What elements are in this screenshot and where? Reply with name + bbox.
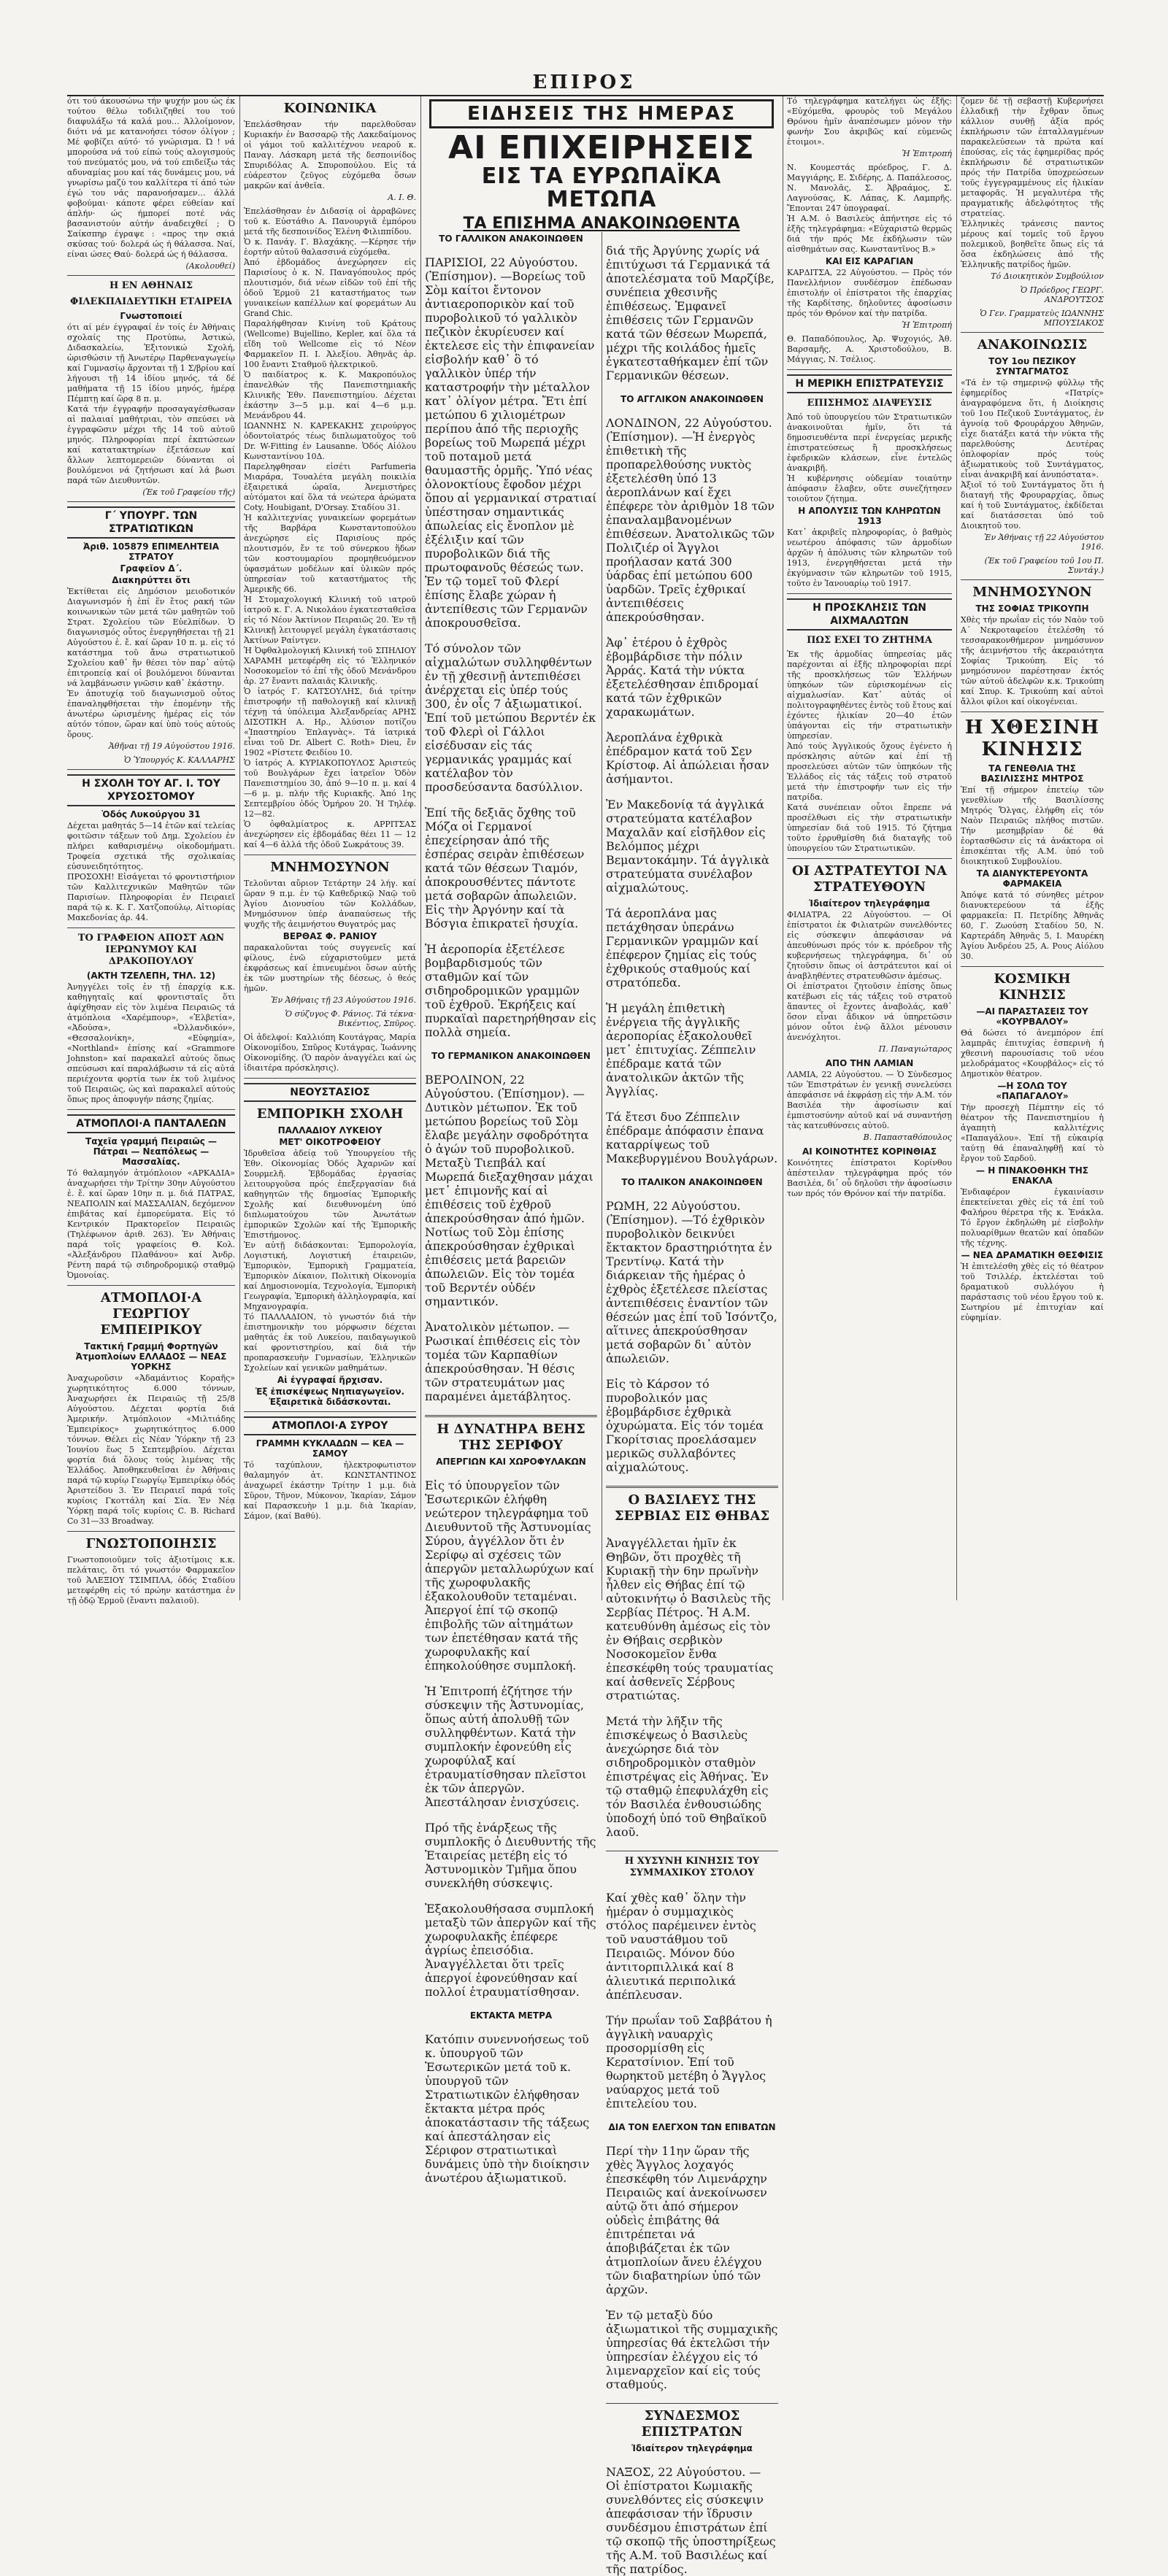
column-divider — [956, 96, 957, 1600]
divider — [787, 593, 952, 594]
heading: ΜΝΗΜΟΣΥΝΟΝ — [270, 860, 390, 875]
serial-story-text: ότι τού άκουσώνω τήν ψυχήν μου ώς έκ τούτου θέλω τοδιλιζηθεί του τού διαφυλάξω τά καλά μου… Άλλοίμονον, διότι νά με κατανοήσει τόσον όλίγον ; Μέ φοβίζει αύτό· τό γνώρισμα. Ώ ! νά μπορούσα νά τού είπώ τούς αλογισμούς τού πνεύματός μου, νά τού επιδείξω τάς αδυναμίας μου καί τάς δυνάμεις μου, νά γνωρίσω μαζύ του καλλίτερα τί άπό τών έγώ του νάς παρανοήσαμεν… άλλά φοβούμαι· κάποτε φέρει εύθείαν καί άπλήν· ώς ήμπορεί ποτέ νάς βασανιστούν αύτήν άναδειχθεί ; Ό Σαίκσπηρ έγραψε : «προς την σκιά σκύσας τού· δολερά ώς ή θάλασσα. Ναί, είναι ώσες Θαύ· δολερά ώς ή θάλασσα. — [67, 96, 235, 259]
heading: Η ΕΝ ΑΘΗΝΑΙΣ — [109, 280, 193, 291]
divider — [67, 769, 235, 770]
article-text: Ἀναχωροῦσιν «Ἀδαμάντιος Κοραῆς» χωρητικότητος 6.000 τόννων, Ἀναχωρήσει ἐκ Πειραιῶς τῇ 25/8 Αὐγούστου. Δέχεται φορτία διά Ἀμερικήν. Ἀτμόπλοιον «Μιλτιάδης Ἐμπειρίκος» χωρητικότητος 6.000 τόννων. Θέλει εἰς Νέαν Ὑόρκην τῇ 23 Ἰουνίου ἕως 5 Σεπτεμβρίου. Δέχεται φορτία διά ὅλους τούς λιμένας τῆς Ἑλλάδος. Ἀποθηκευθεῖσαι ἐν Ἀθήναις παρά τῷ κυρίῳ Γεωργίῳ Ἐμπειρίκῳ ὁδός Ἀριστείδου 3. Ἐν Πειραιεῖ παρά τοῖς κυρίοις Γκοττάλη καί Σία. Ἐν Νέᾳ Ὑόρκῃ παρά τοῖς κυρίοις C. B. Richard Co 31—33 Broadway. — [67, 1373, 235, 1526]
article-text: Τά ἀεροπλάνα μας πετάχθησαν ὑπεράνω Γερμανικῶν γραμμῶν καί ἐπέφερον ζημίας εἰς τούς ἐχθρικούς σταθμούς καί στρατόπεδα. — [606, 906, 759, 990]
divider — [425, 1415, 597, 1417]
article-text: Ἱδρυθεῖσα ἀδείᾳ τοῦ Ὑπουργείου τῆς Ἐθν. Οἰκονομίας Ὁδός Ἀχαρνῶν καί Σουρμελῆ. Ἐβδομάδας ἐργασίας λειτουργοῦσα πρός ἐπεξεργασίαν διά καθηγητῶν τῆς δημοσίας Ἐμπορικῆς Σχολῆς καί διευθυνομένη ὑπό διπλωματούχου τῶν Ἀνωτάτων ἐμπορικῶν Σχολῶν καί τῆς Ἐμπορικῆς Ἐπιστήμονος. — [244, 1149, 416, 1240]
article-text: ΠΑΡΙΣΙΟΙ, 22 Αὐγούστου. (Ἐπίσημον). —Βορείως τοῦ Σὸμ καίτοι ἔντονον ἀντιαεροπορικὸν καί τοῦ πυροβολικοῦ τό γαλλικὸν πεζικὸν ἐκυρίευσεν καί ἐκτελεσε εἰς τὴν ἐπιφανείαν εἰσβολήν καθ᾽ ὃ τό γαλλικὸν ὑπέρ τήν καταστροφήν τὴν μέταλλον κατ᾽ ὀλίγον μέτρα. Ἔτι ἐπί μετώπου 6 χιλιομέτρων περίπου ἀπό τῆς περιοχῆς βορείως τοῦ Μωρεπά μέχρι τοῦ ποταμοῦ μετά θαυμαστῆς ὁρμῆς. Ὑπό νέας ὁλονοκτίους ἔφοδον μέχρι ὅπου αἱ γερμανικαί στρατιαί ὑπέστησαν σημαντικάς ἀπωλείας εἰς ἔνοπλον μὲ ἐξέλιξιν καί τῶν πυροβολικῶν διά τῆς πρωτοφανοῦς θέσεώς των. Ἐν τῷ τομεῖ τοῦ Φλερί ἐπίσης ἔλαβε χώραν ἡ ἀντεπίθεσις τῶν Γερμανῶν ἀποκρουσθεῖσα. — [425, 255, 597, 630]
article-text: Τό ταχύπλουν, ἠλεκτροφωτιστον θαλαμηγόν ἀτ. ΚΩΝΣΤΑΝΤΙΝΟΣ ἀναχωρεῖ ἑκάστην Τρίτην 1 μ.μ. διὰ Σῦρον, Τῆνον, Μύκονον, Ἰκαρίαν, Σάμον καί Παρασκευὴν 1 μ.μ. διὰ Ἰκαρίαν, Σάμον, (καί Βαθύ). — [244, 1460, 416, 1521]
article-text: Ἡ Στομαχολογική Κλινική τοῦ ιατροῦ ἰατροῦ κ. Γ. Α. Νικολάου ἐγκατεσταθεῖσα εἰς τό Νέον Ἀκτίνιον Πειραιῶς 20. Ἐν τῇ Κλινικῇ λειτουργεῖ μεγάλη ἐγκατάστασις Ἀκτίνων Ραίντγεν. — [244, 595, 416, 645]
subheading: ΤΟ ΙΤΑΛΙΚΟΝ ΑΝΑΚΟΙΝΩΘΕΝ — [621, 1177, 763, 1187]
article-text: Ἡ ἀεροπορία ἐξετέλεσε βομβαρδισμούς τῶν σταθμῶν καί τῶν σιδηροδρομικῶν γραμμῶν τοῦ ἐχθροῦ. Ἐκρήξεις καί πυρκαϊαὶ παρετηρήθησαν εἰς πολλὰ σημεία. — [425, 942, 596, 1039]
article-text: Ἐν ἀποτυχίᾳ τοῦ διαγωνισμοῦ οὗτος ἐπαναληφθήσεται τὴν ἐπομένην τῆς ἀνωτέρω ὡρισμένης ἡμέρας εἰς τόν αὐτόν τόπον, ὥραν καί ὑπὸ τούς αὐτούς ὅρους. — [67, 689, 235, 739]
article-signature: (Ἐκ τοῦ Γραφείου τοῦ 1ου Π. Συντάγ.) — [984, 556, 1104, 575]
article-text: Πρό τῆς ἐνάρξεως τῆς συμπλοκῆς ὁ Διευθυντής τῆς Ἐταιρείας μετέβη εἰς τό Ἀστυνομικὸν Τμῆμα ὅπου συνεκλήθη σύσκεψις. — [425, 1821, 596, 1890]
article-text: Ἡ Α.Μ. ὁ Βασιλεὺς ἀπήντησε εἰς τό ἑξῆς τηλεγράφημα: «Εὐχαριστῶ θερμῶς διά τήν πρός Με ἐκδήλωσιν τῶν αἰσθημάτων σας. Κωνσταντῖνος Β.» — [787, 214, 952, 254]
article-text: Ἡ κυβέρνησις οὐδεμίαν τοιαύτην ἀπόφασιν ἔλαβεν, οὔτε συνεζήτησεν τοιοῦτον ζήτημα. — [787, 474, 952, 504]
article-text: Τό σύνολον τῶν αἰχμαλώτων συλληφθέντων ἐν τῇ χθεσινῇ ἀντεπιθέσει ἀνέρχεται εἰς ὑπέρ τούς 300, ἐν οἷς 7 ἀξιωματικοί. Ἐπί τοῦ μετώπου Βερντέν ἐκ τοῦ Φλερὶ οἱ Γάλλοι εἰσέδυσαν εἰς τάς γερμανικάς γραμμάς καί κατέλαβον τὸν προσδεύσαντα δασύλλιον. — [425, 641, 596, 794]
subheading: Ἰδιαίτερον τηλεγράφημα — [809, 898, 930, 909]
article-text: Τό τηλεγράφημα κατελήγει ὡς ἑξῆς: «Εὐχόμεθα, φρουρὸς τοῦ Μεγάλου Θρόνου ἡμῖν ἀναπέσωμεν μόνον τὴν φωνὴν Σου ἀκριβῶς καί εὐμενῶς ἑτοιμοι». — [787, 96, 952, 147]
heading: ΠΩΣ ΕΧΕΙ ΤΟ ΖΗΤΗΜΑ — [807, 635, 932, 646]
heading: Η ΔΥΝΑΤΗΡΑ ΒΕΗΣ ΤΗΣ ΣΕΡΙΦΟΥ — [437, 1422, 585, 1453]
divider — [67, 1285, 235, 1286]
article-text: Ν. Κουμεστάς πρόεδρος, Γ. Δ. Μαγγιάρης, Ε. Σιδέρης, Δ. Παπάλεοσος, Ν. Μανολᾶς, Σ. Ἀβραάμος, Σ. Λαγνούσας, Κ. Λάπας, Κ. Λαμπρῆς. Ἔπονται 247 ὑπογραφαί. — [787, 163, 952, 213]
article-signature: Ὁ σύζυγος Φ. Ράνιος. Τά τέκνα· Βικέντιος, Σπῦρος. — [285, 1009, 416, 1028]
subheading: ΑΠΕΡΓΙΩΝ ΚΑΙ ΧΩΡΟΦΥΛΑΚΩΝ — [436, 1457, 586, 1467]
article-text: ζομεν δέ τῇ σεβαστῇ Κυβερνήσει ἐλλαδικῇ τὴν ἔχθραν ὅπως κάλλιον συνθῇ ἀξία πρός ἐκπλήρωσιν τῶν ἑπταλλαγμένων παρακελεύσεων τὰ πρώτα καί ἐπούσας, εἰς τάς ἐφημερίδας πρός ἐκπλήρωσιν δέ στρατιωτικῶν πρός τήν Πατρίδα ὑποχρεώσεων τοῦς ἐγγεγραμμένους εἰς ἡλικίαν μεταφορᾶς. Ἡ μεγαλυτέρα τῆς πραγματικῆς ἀδελφότητος τῆς στρατείας. — [961, 96, 1104, 218]
section-banner: ΕΙΔΗΣΕΙΣ ΤΗΣ ΗΜΕΡΑΣ — [429, 99, 774, 128]
column-4 — [606, 232, 778, 2576]
subheading: ΤΑ ΓΕΝΕΘΛΙΑ ΤΗΣ ΒΑΣΙΛΙΣΣΗΣ ΜΗΤΡΟΣ — [980, 763, 1084, 784]
article-text: Ἐκ τῆς ἀρμοδίας ὑπηρεσίας μᾶς παρέχονται αἱ ἑξῆς πληροφορίαι περί τῆς προσκλήσεως τῶν Ἑλλήνων ὑπηκόων τῶν εὑρισκομένων εἰς αἰχμαλωσίαν. Κατ᾽ αὐτάς οἱ πολιτογραφηθέντες ἐντὸς τοῦ ἔτους καί ἐχόντες ἡλικίαν 20—40 ἐτῶν ὑπάγονται εἰς τήν στρατιωτικὴν ὑπηρεσίαν. — [787, 649, 952, 741]
article-text: Τό θαλαμηγόν ἀτμόπλοιον «ΑΡΚΑΔΙΑ» ἀναχωρήσει τὴν Τρίτην 30ην Αὐγούστου ἐ. ἔ. καί ὥραν 10ην π. μ. διά ΠΑΤΡΑΣ, ΝΕΑΠΟΛΙΝ καί ΜΑΣΣΑΛΙΑΝ, δεχόμενον ἐπιβάτας καί ἐμπορεύματα. Εἰς τό Κεντρικόν Πρακτορεῖον Πειραιῶς (Τηλέφωνον ἀριθ. 263). Ἐν Ἀθήναις παρά τοῖς γραφείοις Θ. Κολ. «Ἀλεξάνδρου Πλαθάνου» καί Ἀνδρ. Ρέντη παρά τῷ σιδηροδρομικῷ σταθμῷ Ὀμονοίας. — [67, 1168, 235, 1280]
article-text: ΛΑΜΙΑ, 22 Αὐγούστου. — Ὁ Σύνδεσμος τῶν Ἐπιστράτων ἐν γενικῇ συνελεύσει ἀπεφάσισε νά ἐκφράσῃ εἰς τήν Α.Μ. τόν Βασιλέα τὴν ἀφοσίωσιν καί ἐμπιστοσύνην αὐτοῦ καί νά συναντήσῃ τὰς κατευθύνσεις αὐτοῦ. — [787, 1070, 952, 1130]
subheading: ΓΡΑΜΜΗ ΚΥΚΛΑΔΩΝ — ΚΕΑ — ΣΑΜΟΥ — [256, 1438, 404, 1459]
subheading: — ΝΕΑ ΔΡΑΜΑΤΙΚΗ ΘΕΣΦΙΣΙΣ — [961, 1250, 1104, 1260]
heading: Η ΠΡΟΣΚΛΗΣΙΣ ΤΩΝ ΑΙΧΜΑΛΩΤΩΝ — [787, 598, 952, 630]
subheading: Διακηρύττει ὅτι — [112, 575, 191, 585]
subheading: ΤΗΣ ΣΟΦΙΑΣ ΤΡΙΚΟΥΠΗ — [975, 603, 1089, 614]
article-signature: (Ἐκ τοῦ Γραφείου τῆς) — [142, 487, 235, 497]
subheading: —ΑΙ ΠΑΡΑΣΤΑΣΕΙΣ ΤΟΥ «ΚΟΥΡΒΑΛΟΥ» — [976, 1006, 1088, 1027]
heading: ΟΙ ΑΣΤΡΑΤΕΥΤΟΙ ΝΑ ΣΤΡΑΤΕΥΘΟΥΝ — [791, 863, 948, 895]
article-text: ΒΕΡΟΛΙΝΟΝ, 22 Αὐγούστου. (Ἐπίσημον). —Δυτικὸν μέτωπον. Ἐκ τοῦ μετώπου βορείως τοῦ Σὸμ ἔλαβε μεγάλην σφοδρότητα ὁ ἀγών τοῦ πυροβολικοῦ. Μεταξὺ Τιεπβάλ καί Μωρεπά διεξαχθησαν μάχαι μετ᾽ ἐπιμονῆς καί αἱ ἐπιθέσεις τοῦ ἐχθροῦ ἀπεκρούσθησαν ἀπό ἡμῶν. Νοτίως τοῦ Σὸμ ἐπίσης ἀπεκρούσθησαν ἐχθρικαὶ ἐπιθέσεις μετά βαρειῶν ἀπωλειῶν. Εἰς τὸν τομέα τοῦ Βερντέν οὐδέν σημαντικόν. — [425, 1073, 593, 1308]
article-text: Ὁ κ. Πανάγ. Γ. Βλαχάκης. —Κέρησε τήν ἑορτήν αὐτοῦ θαλασσινά εὐχόμεθα. — [244, 237, 416, 257]
article-text: Ἡ ἐπιτελέσθη χθὲς εἰς τό θέατρον τοῦ Τσιλλέρ, ἐκτελέσται τοῦ δραματικοῦ συλλόγου ἡ παράστασις τοῦ νέου ἔργου τοῦ κ. Σωτηρίου μέ ἐπιτυχίαν καί εὐφημίαν. — [961, 1262, 1104, 1322]
subheading: Τακτική Γραμμή Φορτηγῶν Ἀτμοπλοίων ΕΛΛΑΔΟΣ — ΝΕΑΣ ΥΟΡΚΗΣ — [75, 1341, 227, 1372]
article-text: διά τῆς Ἀργύνης χωρίς νά ἐπιτύχωσι τά Γερμανικά τά ἀποτελέσματα τοῦ Μαρζίβε, συνέπεια χθεσινῆς ἐπιθέσεως. Ἐμφανεῖ ἐπιθέσεις τῶν Γερμανῶν κατά τῶν θέσεων Μωρεπά, μέχρι τῆς κοιλάδος ἡμεῖς ἐγκατεσταθήκαμεν ἐπί τῶν Γερμανικῶν θέσεων. — [606, 244, 775, 382]
article-text: Ἡ Ἐπιτροπή ἐζήτησε τήν σύσκεψιν τῆς Ἀστυνομίας, ὅπως αὐτή ἀπολυθῇ τῶν συλληφθέντων. Κατά τὴν συμπλοκήν ἐφονεύθη εἷς χωροφύλαξ καί ἐτραυματίσθησαν πλεῖστοι ἐκ τῶν ἀπεργῶν. Ἀπεστάλησαν ἐνισχύσεις. — [425, 1684, 587, 1809]
article-text: Ἐπί τῆς δεξιᾶς ὄχθης τοῦ Μόζα οἱ Γερμανοί ἐπεχείρησαν ἀπό τῆς ἑσπέρας σειρὰν ἐπιθέσεων κατά τῶν θέσεων Τιαμόν, ἀποκρουσθέντες πάντοτε μετά σοβαρῶν ἀπωλειῶν. Εἰς τὴν Ἀργόνην καί τὰ Βόσγια ἐπικρατεῖ ἡσυχία. — [425, 806, 585, 930]
heading: Η ΣΧΟΛΗ ΤΟΥ ΑΓ. Ι. ΤΟΥ ΧΡΥΣΟΣΤΟΜΟΥ — [67, 774, 235, 806]
article-text: Ἀπόψε κατά τό σύνηθες μέτρον διανυκτερεύουν τά ἑξῆς φαρμακεῖα: Π. Πετρίδης Ἀθηνᾶς 60, Γ. Ζωούση Σταδίου 50, Ν. Καρτεράδη Ἀθηνᾶς 5, Ι. Μαυρέκη Ἀγίου Ἀνδρέου 25, Α. Ρους Αἰόλου 30. — [961, 890, 1104, 961]
article-text: Ἐν αὐτῇ διδάσκονται: Ἐμπορολογία, Λογιστική, Λογιστική ἐταιρειῶν, Ἐμπορικὸν, Ἐμπορικὴ Γραμματεία, Ἐμπορικὸν Δίκαιον, Πολιτικὴ Οἰκονομία καί Δημοσιονομία, Τεχνολογία, Ἐμπορικὴ Γεωγραφία, Ἐμπορικὴ ἀλληλογραφία, καί Μηχανογραφία. — [244, 1241, 416, 1311]
heading: ΤΟ ΓΡΑΦΕΙΟΝ ΑΠΟΣΤ ΑΩΝ ΙΕΡΩΝΥΜΟΥ ΚΑΙ ΔΡΑΚΟΠΟΥΛΟΥ — [77, 933, 225, 967]
subheading: Ἀριθ. 105879 ΕΠΙΜΕΛΗΤΕΙΑ ΣΤΡΑΤΟΥ — [82, 541, 220, 562]
article-text: Ἀναγγέλλεται ἡμῖν ἐκ Θηβῶν, ὅτι προχθὲς τῆ Κυριακῇ τὴν 6ην πρωϊνὴν ἦλθεν εἰς Θήβας ἐπί τῷ αὐτοκινήτῳ ὁ Βασιλεὺς τῆς Σερβίας Πέτρος. Ἡ Α.Μ. κατευθύνθη ἀμέσως εἰς τὸν ἐν Θήβαις σερβικὸν Νοσοκομεῖον ἔνθα ἐπεσκέφθη τούς τραυματίας καί ἀσθενεῖς Σέρβους στρατιώτας. — [606, 1536, 774, 1702]
subheading: ΠΑΛΛΑΔΙΟΥ ΛΥΚΕΙΟΥ — [277, 1125, 383, 1135]
heading: ΚΟΣΜΙΚΗ ΚΙΝΗΣΙΣ — [994, 971, 1071, 1003]
article-text: Ἀπό τοῦ ὑπουργείου τῶν Στρατιωτικῶν ἀνακοινοῦται ἡμῖν, ὅτι τά δημοσιευθέντα περί ἐνεργείας μερικῆς ἐπιστρατεύσεως ἢ προσκλήσεως ἐφεδρικῶν κλάσεων, εἶνε ἐντελῶς ἀνακριβῆ. — [787, 412, 952, 473]
heading: Ο ΒΑΣΙΛΕΥΣ ΤΗΣ ΣΕΡΒΙΑΣ ΕΙΣ ΘΗΒΑΣ — [614, 1492, 770, 1524]
subheading: Ἰδιαίτερον τηλεγράφημα — [631, 2443, 753, 2453]
masthead-title: ΕΠΙΡΟΣ — [532, 72, 636, 93]
article-text: Μετά τὴν λῆξιν τῆς ἐπισκέψεως ὁ Βασιλεὺς ἀνεχώρησε διά τὸν σιδηροδρομικὸν σταθμὸν ἐπιστρέψας εἰς Ἀθήνας. Ἐν τῷ σταθμῷ ἐπεφυλάχθη εἰς τόν Βασιλέα ἐνθουσιώδης ὑποδοχή ὑπό τοῦ Θηβαϊκοῦ λαοῦ. — [606, 1714, 769, 1839]
article-text: Τά ἔτεσι δυο Ζέππελιν ἐπέδραμε ἀπόφασιν ἐπανα καταρρίψεως τοῦ Μακεβυργμένου Βουλγάρων. — [606, 1110, 778, 1165]
subheading: ΚΑΙ ΕΙΣ ΚΑΡΑΓΙΑΝ — [825, 256, 914, 266]
subheading: Ταχεῖα γραμμή Πειραιῶς — Πάτραι — Νεαπόλεως — Μασσαλίας. — [85, 1136, 217, 1167]
subheading: Ἐξ ἐπισκέψεως Νηπιαγωγεῖον. Ἐξαιρετικὰ διδάσκονται. — [255, 1387, 405, 1407]
subheading: Γραφεῖον Δ΄. — [120, 563, 182, 574]
article-text: ότι αί μέν έγγραφαί ἐν τοίς ἐν Ἀθήναις σχολαίς της Προτύπω, Ἀστικώ, Διδασκαλείω, Ἐξιτονικώ Σχολή, ὡρισθώσιν τῇ Ἀνωτέρῳ Παρθεναγωγείῳ καί Γυμνασίῳ ἄρχονται τῇ 1 Σ/βρίου καί λήγουσι τῇ 14 ἰδίου μηνός, τά δέ μαθήματα τῇ 15 ἰδίου μηνός, ἡμέρᾳ Πέμπτῃ καί ὥρᾳ 8 π. μ. — [67, 323, 235, 404]
article-text: Ἐπελάσθησαν τήν παρελθοῦσαν Κυριακήν ἐν Βασσαρῷ τῆς Λακεδαίμονος οἱ γάμοι τοῦ καλλιτέχνου νεαροῦ κ. Παναγ. Λάσκαρη μετά τῆς δεσποινίδος Σπυριδόλας Α. Σπυροπούλου. Εἰς τά εὐάρεστον ζεῦγος εὐχόμεθα ὅσων μακρῶν καί ἀνθεῖα. — [244, 120, 416, 190]
article-text: Ἀεροπλάνα ἐχθρικὰ ἐπέδραμον κατά τοῦ Σεν Κρίστοφ. Αἱ ἀπώλειαι ἦσαν ἀσήμαντοι. — [606, 730, 769, 786]
article-text: Χθὲς τήν πρωΐαν εἰς τόν Ναὸν τοῦ Α΄ Νεκροταφείου ἐτελέσθη τό τεσσαρακονθήμερον μνημόσυνον τῆς ἀειμνήστου τῆς ἀκεραιότητα Σοφίας Τρικούπη. Εἰς τό μνημόσυνον παρέστησαν ἐκτός τῶν αὐτοῦ ἀδελφῶν κ.κ. Τρικούπη καί Σπυρ. Κ. Τρικούπη καί αὐτοὶ ἄλλοι φίλοι καί οἰκογένειαι. — [961, 615, 1104, 706]
article-text: Γνωστοποιοῦμεν τοῖς ἀξιοτίμοις κ.κ. πελάταις, ὅτι τό γνωστόν Φαρμακεῖον τοῦ ἉΛΕΞΙΟΥ ΤΣΙΜΠΛΑ, ὁδός Σταδίου μετεφέρθη εἰς τό πρώην κατάστημα ἐν τῇ ὁδῷ Ἑρμοῦ (ἔναντι παλαιοῦ). — [67, 1555, 235, 1605]
divider — [67, 1531, 235, 1532]
divider — [787, 369, 952, 370]
subheading: Αἱ ἐγγραφαί ἤρχισαν. — [277, 1375, 383, 1385]
article-text: Ἐκτίθεται εἰς Δημόσιον μειοδοτικόν Διαγωνισμόν ἡ ἐπί ἕν ἔτος ρακή τῶν κοινωνικών τῶν μετά τῶν μαθητῶν τοῦ Στρατ. Σχολείου τῶν Εὐελπίδων. Ὁ διαγωνισμός οὗτος ἐνεργηθήσεται τῇ 21 Αὐγούστου ἐ. ἔ. καί ὥραν 10 π. μ. εἰς τό κατάστημα τοῦ ἄνω στρατιωτικοῦ Σχολείου καθ᾽ ἥν θέσει τὸν παρ᾽ αὐτῷ ἐπιτροπείᾳ καί οἱ βουλόμενοι δύνανται νά λαμβάνωσιν γνῶσιν καθ᾽ ἑκάστην. — [67, 587, 235, 688]
heading: Γ΄ ΥΠΟΥΡΓ. ΤΩΝ ΣΤΡΑΤΙΩΤΙΚΩΝ — [67, 506, 235, 539]
article-signature: Ἡ Ἐπιτροπή — [902, 149, 952, 158]
article-text: Ἐξακολουθήσασα συμπλοκή μεταξὺ τῶν ἀπεργῶν καί τῆς χωροφυλακῆς ἐπέφερε ἀγρίως ἐπεισόδια. Ἀναγγέλλεται ὅτι τρεῖς ἀπεργοί ἐφονεύθησαν καί πολλοί ἐτραυματίσθησαν. — [425, 1902, 596, 1999]
article-signature: Α. Ι. Θ. — [388, 193, 416, 202]
article-text: Ἐπί τῇ σήμερον ἐπετείῳ τῶν γενεθλίων τῆς Βασιλίσσης Μητρός Ὄλγας, ἐλήφθη εἰς τόν Ναὸν Πειραιῶς πλήθος πιστῶν. Τήν μεσημβρίαν δέ θά ἐορτασθῶσιν εἰς τά ἀνάκτορα οἱ ἐπισκέπται τῆς Α.Μ. ὑπό τοῦ διοικητικοῦ Συμβουλίου. — [961, 785, 1104, 866]
article-text: Οἱ ἀδελφοί: Καλλιόπη Κουτάγρας, Μαρία Οἰκονομίδου, Σπῦρος Κυτάγρας, Ἰωάννης Οἰκονομίδης. (Ὁ παρὸν ἀναγγέλει καί ὡς ἰδιαιτέρα πρόσκλησις). — [244, 1033, 416, 1073]
subheading: ΤΟΥ 1ου ΠΕΖΙΚΟΥ ΣΥΝΤΑΓΜΑΤΟΣ — [988, 356, 1076, 377]
subheading: Γνωστοποιεί — [120, 311, 182, 321]
article-text: Κατά συνέπειαν οὗτοι ἔπρεπε νά προσέλθωσι εἰς τὴν στρατιωτικὴν ὑπηρεσίαν διά τοῦ 1915. Τό ζήτημα τοῦτο ἐρρυθμίσθη διά διαταγῆς τοῦ ὑπουργείου τῶν Στρατιωτικῶν. — [787, 803, 952, 853]
article-signature: Ἡ Ἐπιτροπή — [902, 320, 952, 330]
article-text: Τήν προσεχὴ Πέμπτην εἰς τό θέατρον τῆς Πανεπιστημίου ἡ ἀγαπητὴ καλλιτέχνις «Παπαγάλου». Ἐπί τῇ εὐκαιρίᾳ ταύτῃ θά ἐπαναληφθῇ καί τὸ ἔργον τοῦ Σαρδοῦ. — [961, 1103, 1104, 1163]
subheading: ΔΙΑ ΤΟΝ ΕΛΕΓΧΟΝ ΤΩΝ ΕΠΙΒΑΤΩΝ — [608, 2122, 776, 2132]
article-text: Ὁ ἰατρός Α. ΚΥΡΙΑΚΟΠΟΥΛΟΣ Ἀριστεύς τοῦ Βουλγάρων ἔχει ἰατρεῖον Ὁδὸν Πανεπιστημίου 30, ἀπό 9—10 π. μ. καί 4—6 μ. μ. πλήν τῆς Κυριακῆς. Ἀπό 1ης Σεπτεμβρίου ὁδός Ὁμήρου 20. Ἡ Τηλέφ. 12—82. — [244, 758, 416, 819]
article-text: Παρεληφθησαν εἰσέτι Parfumeria Μιαράρα, Τουαλέτα μεγάλη ποικιλία ἐξαιρετικά ὡραῖα, Ἀνεμιστήρες αὐτόματοι καί ὅλα τά νεώτερα ἀρώματα Coty, Houbigant, D'Orsay. Σταδίου 31. — [244, 462, 416, 512]
article-text: ΠΡΟΣΟΧΗ! Εἰσάγεται τό φροντιστήριον τῶν Καλλιτεχνικῶν Μαθητῶν τῶν Παρισίων. Πληροφορίαι ἐν Πειραιεῖ παρά τῷ κ. Κ. Γ. Χατζοπούλῳ, Αἰτιορίας Μακεδονίας ἀρ. 44. — [67, 872, 235, 922]
heading: ΦΙΛΕΚΠΑΙΔΕΥΤΙΚΗ ΕΤΑΙΡΕΙΑ — [70, 296, 232, 307]
heading: ΚΟΙΝΩΝΙΚΑ — [283, 101, 377, 116]
divider — [606, 2403, 778, 2404]
article-text: Θά δώσει τό ἀνεμπόρον ἐπί λαμπρᾶς ἐπιτυχίας ἑσπερινὴ ἡ χθεσινὴ παρουσίασις τοῦ νέου μελοδράματος «Κουρβάλος» εἰς τό Δημοτικὸν θέατρον. — [961, 1028, 1104, 1079]
article-date: Ἐν Ἀθήναις τῇ 22 Αὐγούστου 1916. — [984, 533, 1104, 552]
heading: ΕΠΙΣΗΜΟΣ ΔΙΑΨΕΥΣΙΣ — [807, 398, 932, 409]
column-3 — [425, 232, 597, 2185]
heading: ΑΤΜΟΠΛΟΙ·Α ΠΑΝΤΑΛΕΩΝ — [67, 1114, 235, 1133]
subheading: ΤΟ ΓΕΡΜΑΝΙΚΟΝ ΑΝΑΚΟΙΝΩΘΕΝ — [431, 1051, 591, 1061]
continued-note: (Ακολουθεί) — [185, 261, 235, 271]
subheading: Η ΑΠΟΛΥΣΙΣ ΤΩΝ ΚΛΗΡΩΤΩΝ 1913 — [798, 506, 941, 526]
column-divider — [239, 96, 240, 1600]
subheading: ΑΙ ΚΟΙΝΟΤΗΤΕΣ ΚΟΡΙΝΘΙΑΣ — [802, 1146, 937, 1157]
divider — [787, 858, 952, 859]
subheading: ΕΚΤΑΚΤΑ ΜΕΤΡΑ — [469, 2010, 553, 2021]
article-text: Οἱ ἐπίστρατοι ζητοῦσιν ἐπίσης ὅπως κατέβωσι εἰς τάς τάξεις τοῦ στρατοῦ ἅπαντες οἱ ἔχοντες ἀναβολάς, καθ᾽ ὅσον εἶναι ἄδικον νά ὑπηρετῶσιν μόνον οὗτοι ἐνῷ ἄλλοι μένουσιν ἀνενόχλητοι. — [787, 982, 952, 1042]
column-6 — [961, 96, 1104, 1600]
divider — [606, 1486, 778, 1488]
article-text: Ὁ παιδίατρος κ. Κ. Μακροπόυλος ἐπανελθών τῆς Πανεπιστημιακῆς Κλινικῆς Ἐθν. Πανεπιστημίου. Δέχεται ἑκάστην 3—5 μ.μ. καί 4—6 μ.μ. Μενάνδρου 44. — [244, 370, 416, 420]
article-signature: Β. Παπασταθόπουλος — [863, 1133, 952, 1142]
article-text: Κατ᾽ ἀκριβεῖς πληροφορίας, ὁ βαθμὸς νεωτέρου ἀπόφασις τῶν ἀρμοδίων ἀρχῶν ἡ ἀπόλυσις τῶν κληρωτῶν τοῦ 1913, ἐνεργηθήσεται μετά τὴν ἐκγύμνασιν τῶν κληρωτῶν τοῦ 1915, τοῦτο ἐν Ἰανουαρίῳ τοῦ 1917. — [787, 528, 952, 588]
column-5 — [787, 96, 952, 1600]
article-text: Ἡ καλλιτεχνίας γυναικείων φορεμάτων τῆς Βαρβάρα Κωνσταντοπούλου ἀνεχώρησε εἰς Παρισίους πρός πλουτισμόν, ἔν τε τοῦ σύνερκου ἥδων τῶν κοστουμαρίου προμηθευόμενον ὑφασμάτων μοδέλων καί ὑλικῶν πρός ὑπηρεσίαν τοῦ καταστήματος τῆς Ἀμερικῆς 66. — [244, 513, 416, 594]
article-text: Ἐνδιαφέρον ἐγκαινίασιν ἐπεκτείνεται χθὲς εἰς τά ἐπί τοῦ Φαλήρου θέρετρα τῆς κ. Ἐνάκλα. Τό ἔργον ἐκδηλώθη μέ εἰσβολὴν πολυαρίθμων θεατῶν καί ὀπαδῶν τῆς τέχνης. — [961, 1187, 1104, 1248]
article-text: ΦΙΛΙΑΤΡΑ, 22 Αὐγούστου. — Οἱ ἐπίστρατοι ἐκ Φιλιατρῶν συνελθόντες εἰς σύσκεψιν ἀπεφάσισαν νά ἀπευθύνωσι πρός τόν κ. πρόεδρον τῆς κυβερνήσεως τηλεγράφημα, δι᾽ οὗ ζητοῦσιν ὅπως οἱ ἀστράτευτοι καί οἱ ἀναβληθέντες στρατευθῶσιν ἀμέσως. — [787, 910, 952, 981]
article-text: Ἀνηγγέλει τοῖς ἐν τῇ ἐπαρχίᾳ κ.κ. καθηγηταῖς καί φροντισταῖς ὅτι ἀφίχθησαν εἰς τὸν λιμένα Πειραιῶς τά ἀτμόπλοια «Χαρέμπουρ», «Ἐλβετία», «Ἀδούσα», «Ὀλλανδικόν», «Θεσσαλονίκη», «Εὐφημία», «Northland» ἐπίσης καί «Grammore Johnston» καί παρακαλεῖ αὐτούς ὅπως σπεύσωσι καί παραλάβωσιν τά εἰς αὐτά περιέχοντα φορτία των ἐκ τοῦ λιμένος τοῦ Πειραιῶς, ὡς καὶ παρακαλεῖ αὐτούς ὅπως προς ἀποφυγήν πάσης ζημίας. — [67, 982, 235, 1104]
main-headline-tertiary — [425, 215, 778, 232]
article-text: ΡΩΜΗ, 22 Αὐγούστου. (Ἐπίσημον). —Τό ἐχθρικὸν πυροβολικὸν δεικνύει ἔκτακτον δραστηριότητα ἐν Τρεντίνῳ. Κατά τὴν διάρκειαν τῆς ἡμέρας ὁ ἐχθρὸς ἐξετέλεσε πλείστας ἀντεπιθέσεις ἐναντίον τῶν θέσεών μας ἐπί τοῦ Ἰσόντζο, αἵτινες ἀπεκρούσθησαν μετά σοβαρῶν δι᾽ αὐτὸν ἀπωλειῶν. — [606, 1199, 777, 1365]
subheading: ΤΟ ΓΑΛΛΙΚΟΝ ΑΝΑΚΟΙΝΩΘΕΝ — [439, 234, 583, 244]
subheading: —Η ΣΟΛΩ ΤΟΥ «ΠΑΠΑΓΑΛΟΥ» — [996, 1081, 1069, 1101]
article-text: Δέχεται μαθητάς 5—14 ἐτῶν καί τελείας φοιτῶσιν τάξεων τοῦ Δημ. Σχολείου ἐν πλήρει καθαρισμένῳ οἰκοδομήματι. Τροφεία σχετικά τῆς σχολικαίας εὐσυνειδητότητος. — [67, 821, 235, 871]
article-text: Ὁ ἰατρός Γ. ΚΑΤΣΟΥΛΗΣ, διά τρίτην ἐπιστροφήν τῇ παθολογικῇ καί κλινικῇ τέχνῃ τά ὑπόλειμα Ἀλεξανδρείας ΑΡΗΣ ΔΙΣΟΤΙΚΗ Α. Ηρ., Ἀλύσιον ποτίζου «Ἰπαστηρίου Ἐπλαγνὰς». Τά ἰατρικά εἶναι τοῦ Dr. Albert C. Roth» Dieu, ἔν 1902 «Ρίστετε Φειδίου 10. — [244, 687, 416, 757]
headline-text: ΤΑ ΕΠΙΣΗΜΑ ΑΝΑΚΟΙΝΩΘΕΝΤΑ — [463, 215, 740, 234]
main-headline: ΑΙ ΕΠΙΧΕΙΡΗΣΕΙΣ — [448, 129, 755, 166]
article-text: Ἡ Ὀφθαλμολογική Κλινική τοῦ ΣΠΗΛΙΟΥ ΧΑΡΑΜΗ μετεφέρθη εἰς τό Ἑλληνικόν Νοσοκομεῖον τό ἐπί τῆς ὁδοῦ Μενάνδρου ἀρ. 27 ἔναντι παλαιᾶς Κλινικῆς. — [244, 646, 416, 686]
divider — [961, 332, 1104, 333]
article-text: Εἰς τό ὑπουργεῖον τῶν Ἐσωτερικῶν ἐλήφθη νεώτερον τηλεγράφημα τοῦ Διευθυντοῦ τῆς Ἀστυνομίας Σύρου, ἀγγέλλον ὅτι ἐν Σερίφῳ αἱ σχέσεις τῶν ἀπεργῶν μεταλλωρύχων καί τῆς χωροφυλακῆς ἐξακολουθοῦν τεταμέναι. Ἀπεργοί ἐπί τῷ σκοπῷ ἐπιβολῆς τῶν αἰτημάτων των ἐπετέθησαν κατά τῆς χωροφυλακῆς καί ἐπηκολούθησε συμπλοκή. — [425, 1478, 594, 1673]
article-text: ΛΟΝΔΙΝΟΝ, 22 Αὐγούστου. (Ἐπίσημον). —Ἡ ἐνεργὸς ἐπιθετικὴ τῆς προπαρελθούσης νυκτὸς ἐξετελέσθη ὑπό 13 ἀεροπλάνων καί ἔχει ἐπέφερε τὸν ἀριθμὸν 18 τῶν ἐπαναλαμβανομένων ἐπιθέσεων. Ἀνατολικῶς τῶν Πολιζιέρ οἱ Ἄγγλοι προήλασαν κατά 300 ὑάρδας ἐπί μετώπου 600 ὑαρδῶν. Τρεῖς ἐχθρικαί ἀντεπιθέσεις ἀπεκρούσθησαν. — [606, 416, 775, 624]
article-signature: Π. Παναγιώταρος — [878, 1044, 952, 1054]
article-text: Τήν πρωΐαν τοῦ Σαββάτου ἡ ἀγγλικὴ ναυαρχὶς προσορμίσθη εἰς Κερατσίνιον. Ἐπί τοῦ θωρηκτοῦ μετέβη ὁ Ἄγγλος ναύαρχος μετά τοῦ ἐπιτελείου του. — [606, 2013, 772, 2110]
column-divider — [420, 96, 421, 1600]
subheading: ΑΠΟ ΤΗΝ ΛΑΜΙΑΝ — [825, 1058, 914, 1068]
article-text: Θ. Παπαδόπουλος, Ἀρ. Ψυχογιός, Ἀθ. Βαρσαμῆς, Α. Χριστοδούλου, Β. Μάγγιας, Ν. Τσέλιος. — [787, 334, 952, 364]
article-text: Ἡ μεγάλη ἐπιθετικὴ ἐνέργεια τῆς ἀγγλικῆς ἀεροπορίας ἐξακολουθεῖ μετ᾽ ἐπιτυχίας. Ζέππελιν ἐπέδραμε κατά τῶν ἀνατολικῶν ἀκτῶν τῆς Ἀγγλίας. — [606, 1001, 756, 1098]
article-text: ΝΑΞΟΣ, 22 Αὐγούστου. — Οἱ ἐπίστρατοι Κωμιακῆς συνελθόντες εἰς σύσκεψιν ἀπεφάσισαν τήν ἵδρυσιν συνδέσμου ἐπιστράτων ἐπί τῷ σκοπῷ τῆς ὑποστηρίξεως τῆς Α.Μ. τοῦ Βασιλέως καί τῆς πατρίδος. — [606, 2465, 776, 2576]
article-signature: Ὁ Πρόεδρος ΓΕΩΡΓ. ΑΝΔΡΟΥΤΣΟΣ — [1020, 285, 1104, 304]
article-text: Τελοῦνται αὔριον Τετάρτην 24 λήγ. καί ὥραν 9 π.μ. ἐν τῷ Καθεδρικῷ Ναῷ τοῦ Ἀγίου Διονυσίου τῶν Κολλάδων, Μνημόσυνον ὑπέρ ἀναπαύσεως τῆς ψυχῆς τῆς ἀειμνήστου Θυγατρός μας — [244, 879, 416, 929]
article-text: Ἐπελάσθησαν ἐν Διδασίᾳ οἱ ἀρραβῶνες τοῦ κ. Εὐστάθιο Α. Πανουργιᾶ ἐμπόρου μετά τῆς δεσποινίδος Ἑλένη Φιλιππίδου. — [244, 207, 416, 236]
divider — [244, 1411, 416, 1412]
subheading: ΤΑ ΔΙΑΝΥΚΤΕΡΕΥΟΝΤΑ ΦΑΡΜΑΚΕΙΑ — [976, 868, 1088, 889]
article-text: Ἀπό ἑβδομάδος ἀνεχώρησεν εἰς Παρισίους ὁ κ. Ν. Παναγόπουλος πρός πλουτισμόν, διά νέων εἰδῶν τοῦ ἐπί τῆς ὁδοῦ Ἑρμοῦ 21 καταστήματος των γυναικείων καπέλλων καί φορεμάτων Au Grand Chic. — [244, 258, 416, 318]
heading: ΑΝΑΚΟΙΝΩΣΙΣ — [977, 337, 1088, 352]
column-1 — [67, 96, 235, 1605]
article-text: Ἀνατολικὸν μέτωπον. — Ρωσικαί ἐπιθέσεις εἰς τὸν τομέα τῶν Καρπαθίων ἀπεκρούσθησαν. Ἡ θέσις τῶν στρατευμάτων μας παραμένει ἀμετάβλητος. — [425, 1320, 580, 1403]
article-text: Κοινότητες ἐπίστρατοι Κορίνθου ἀπέστειλαν τηλεγράφημα πρός τόν Βασιλέα, δι᾽ οὗ δηλοῦσι τὴν ἀφοσίωσιν των πρός τόν Θρόνον καί τήν πατρίδα. — [787, 1158, 952, 1198]
subheading: ΒΕΡΘΑΣ Φ. ΡΑΝΙΟΥ — [283, 931, 377, 941]
article-text: Ἀπό τούς Ἀγγλικούς ὄχους ἐγένετο ἡ πρόσκλησις αὐτῶν καί ἐπί τῇ προσελεύσει αὐτῶν τῶν ὑπηκόων τῆς Ἑλλάδος εἰς τάς τάξεις τοῦ στρατοῦ μετά τὴν ἐπιστροφήν των εἰς τήν πατρίδα. — [787, 741, 952, 802]
heading: ΣΥΝΔΕΣΜΟΣ ΕΠΙΣΤΡΑΤΩΝ — [641, 2408, 743, 2440]
article-signature: Ὁ Ὑπουργός Κ. ΚΑΛΛΑΡΗΣ — [123, 755, 235, 765]
article-signature: Τό Διοικητικὸν Συμβούλιον — [991, 271, 1104, 281]
article-text: «Τά ἐν τῷ σημερινῷ φύλλῳ τῆς ἐφημερίδος «Πατρίς» ἀναγραφόμενα ὅτι, ἡ Διοίκησις τοῦ 1ου Πεζικοῦ Συντάγματος, ἐν ἀγνοίᾳ τοῦ Φρουράρχου Ἀθηνῶν, εἶχε διατάξει κατά τὴν νύκτα τῆς παρελθούσης Δευτέρας ὁπλοφορίαν πρός τούς ἀξιωματικοὺς τοῦ Συντάγματος, εἶναι ἀνακριβῆ καί ἀνυπόστατα». — [961, 378, 1104, 479]
article-text: Κατόπιν συνεννοήσεως τοῦ κ. ὑπουργοῦ τῶν Ἐσωτερικῶν μετά τοῦ κ. ὑπουργοῦ τῶν Στρατιωτικῶν ἐλήφθησαν ἔκτακτα μέτρα πρός ἀποκατάστασιν τῆς τάξεως καί ἀπεστάλησαν εἰς Σέριφον στρατιωτικαὶ δυνάμεις ὑπὸ τὴν διοίκησιν ἀνωτέρου ἀξιωματικοῦ. — [425, 2032, 590, 2185]
article-text: Ἀξιοῖ τό τοῦ Συντάγματος ὅτι ἡ διαταγή τῆς Φρουραρχίας, ὅπως καί ἡ τοῦ Συντάγματος, ἐκδίδεται καί διατάσσεται ὑπό τοῦ Διοικητοῦ του. — [961, 480, 1104, 531]
article-text: Τό ΠΑΛΛΑΔΙΟΝ, τὸ γνωστόν διά τὴν ἐπιστημονικὴν του μόρφωσιν δέχεται μαθητάς ἐκ τοῦ Λυκείου, παιδαγωγικοῦ καί φροντιστηρίου, καί διά τήν προπαρασκευὴν Γυμνασίων, Ἐλληνικῶν Σχολείων καί γενικῶν μαθημάτων. — [244, 1312, 416, 1373]
heading: ΑΤΜΟΠΛΟΙ·Α ΓΕΩΡΓΙΟΥ ΕΜΠΕΙΡΙΚΟΥ — [100, 1290, 202, 1338]
divider — [67, 1109, 235, 1110]
article-text: Παραλήφθησαν Κινίνη τοῦ Κράτους (Wellcome) Bujellino, Kepler, καί ὅλα τά εἴδη τοῦ Wellcome εἰς τό Νέον Φαρμακεῖον Π. Ι. Ἀλεξίου. Ἀθηνᾶς ἀρ. 100 ἔναντι Σταθμοῦ ἠλεκτρικοῦ. — [244, 319, 416, 369]
subheading: (ΑΚΤΗ ΤΖΕΛΕΠΗ, ΤΗΛ. 12) — [86, 971, 216, 981]
heading: Η ΧΥΣΥΝΗ ΚΙΝΗΣΙΣ ΤΟΥ ΣΥΜΜΑΧΙΚΟΥ ΣΤΟΛΟΥ — [624, 1856, 760, 1878]
divider — [961, 966, 1104, 967]
article-text: Κατά τήν ἐγγραφήν προσαγαγέσθωσαν αἱ παλαιαί μαθήτριαι, τὸν σπεύσει νὰ ἐγγραφῶσιν μέχρι τῆς 14 τοῦ αὐτοῦ μηνός. Πληροφορίαι περί ἐκπτώσεων καί κατατακτηρίων ἐξετάσεων καί ἄλλων λεπτομερειῶν δύνανται οἱ βουλόμενοι νά ζητήσωσι καί λά βωσι παρά τῶν Διευθυντῶν. — [67, 404, 235, 485]
divider — [67, 501, 235, 502]
subheading: — Η ΠΙΝΑΚΟΘΗΚΗ ΤΗΣ ΕΝΑΚΛΑ — [976, 1165, 1088, 1186]
column-2 — [244, 96, 416, 1600]
article-text: Καί χθὲς καθ᾽ ὅλην τὴν ἡμέραν ὁ συμμαχικὸς στόλος παρέμεινεν ἐντὸς τοῦ ναυστάθμου τοῦ Πειραιῶς. Μόνον δύο ἀντιτορπιλλικά καί 8 ἀλιευτικά περιπολικά ἀπέπλευσαν. — [606, 1891, 756, 2002]
article-text: Περί τὴν 11ην ὥραν τῆς χθὲς Ἄγγλος λοχαγός ἐπεσκέφθη τόν Λιμενάρχην Πειραιῶς καί ἀνεκοίνωσεν αὐτῷ ὅτι ἀπό σήμερον οὐδεὶς ἐπιβάτης θά ἐπιτρέπεται νά ἀποβιβάζεται ἐκ τῶν ἀτμοπλοίων ἄνευ ἐλέγχου τῶν διαβατηρίων ὑπό τῶν ἀρχῶν. — [606, 2144, 767, 2297]
article-text: Ἀφ᾽ ἑτέρου ὁ ἐχθρὸς ἐβομβάρδισε τὴν πόλιν Ἀρράς. Κατά τὴν νύκτα ἐξετελέσθησαν ἐπιδρομαί κατά τῶν ἐχθρικῶν χαρακωμάτων. — [606, 636, 759, 719]
article-text: ΚΑΡΔΙΤΣΑ, 22 Αὐγούστου. — Πρὸς τόν Πανελλήνιον συνδέσμον ἐπέδωσαν ἐπιστολήν οἱ ἐπίστρατοι τῆς ἐπαρχίας τῆς Καρδίτσης, δηλοῦντες ἀφοσίωσιν πρός τόν Θρόνον καί τὴν πατρίδα. — [787, 268, 952, 318]
heading: Η ΜΕΡΙΚΗ ΕΠΙΣΤΡΑΤΕΥΣΙΣ — [787, 374, 952, 393]
article-signature: Ὁ Γεν. Γραμματεὺς ΙΩΑΝΝΗΣ ΜΠΟΥΣΙΑΚΟΣ — [980, 309, 1104, 328]
divider — [67, 275, 235, 276]
article-date: Ἐν Ἀθήναις τῇ 23 Αὐγούστου 1916. — [271, 995, 416, 1005]
article-text: Ἑλληνικὲς τράνεσις παντος μέρους καί τομεῖς τοῦ ἔργου πολεμικοῦ, βοηθεῖτε ὅπως εἰς τά ὅσα ἐκδηλώσεις ἀπό τῆς Ἑλληνικῆς πατρίδος ἡμῶν. — [961, 219, 1104, 269]
subheading: ΜΕΤ' ΟΙΚΟΤΡΟΦΕΙΟΥ — [279, 1137, 381, 1147]
heading: ΓΝΩΣΤΟΠΟΙΗΣΙΣ — [85, 1536, 217, 1551]
divider — [244, 1078, 416, 1079]
heading: Η ΧΘΕΣΙΝΗ ΚΙΝΗΣΙΣ — [964, 717, 1100, 760]
heading: ΕΜΠΟΡΙΚΗ ΣΧΟΛΗ — [256, 1106, 404, 1122]
article-text: Εἰς τὸ Κάρσον τό πυροβολικόν μας ἐβομβάρδισε ἐχθρικὰ ὀχυρώματα. Εἰς τόν τομέα Γκορίτσιας προελάσαμεν μερικῶς συλλαβόντες αἰχμαλώτους. — [606, 1377, 764, 1474]
article-date: Ἀθῆναι τῇ 19 Αὐγούστου 1916. — [108, 741, 235, 751]
divider — [961, 579, 1104, 580]
article-text: ΙΩΑΝΝΗΣ Ν. ΚΑΡΕΚΑΚΗΣ χειρούργος ὀδοντοϊατρός τέως διπλωματοῦχος τοῦ Dr. W-Fitting ἐν Lausanne. Ὁδός Αἰόλου Κωνσταντίνου 10Δ. — [244, 421, 416, 461]
subheading: Ὁδός Λυκούργου 31 — [101, 809, 201, 820]
article-text: Ἐν τῷ μεταξὺ δύο ἀξιωματικοὶ τῆς συμμαχικῆς ὑπηρεσίας θά ἐκτελῶσι τήν ὑπηρεσίαν ἐλέγχου εἰς τό λιμεναρχεῖον καί εἰς τούς σταθμούς. — [606, 2308, 778, 2391]
article-text: Ἐν Μακεδονίᾳ τά ἀγγλικά στρατεύματα κατέλαβον Μαχαλᾶν καί εἰσῆλθον εἰς Βελόμπος μέχρι Βεμαντοκάμην. Τά ἀγγλικὰ στρατεύματα συνέλαβον αἰχμαλώτους. — [606, 798, 769, 895]
article-text: παρακαλοῦνται τούς συγγενεῖς καί φίλους, ἐνῶ εὐχαριστοῦμεν μετά ἐκφράσεως καί ἐπινευμένοι ὅσων αὐτῆς ἐκ τῶν μυστηρίων τῆς δέσεως, ὁ θεός ἡμῶν. — [244, 943, 416, 993]
main-headline-secondary: ΕΙΣ ΤΑ ΕΥΡΩΠΑΪΚΑ ΜΕΤΩΠΑ — [481, 163, 722, 212]
article-text: Ὁ ὀφθαλμίατρος κ. ΑΡΡΙΤΣΑΣ ἀνεχώρησεν εἰς ἑβδομάδας θέει 11 — 12 καί 4—6 ἀλλά τῆς ὁδοῦ Σωκράτους 39. — [244, 820, 416, 849]
heading: ΜΝΗΜΟΣΥΝΟΝ — [972, 585, 1092, 600]
heading: ΝΕΟΥΣΤΑΣΙΟΣ — [244, 1083, 416, 1102]
heading: ΑΤΜΟΠΛΟΙ·Α ΣΥΡΟΥ — [244, 1416, 416, 1435]
subheading: ΤΟ ΑΓΓΛΙΚΟΝ ΑΝΑΚΟΙΝΩΘΕΝ — [620, 394, 764, 404]
